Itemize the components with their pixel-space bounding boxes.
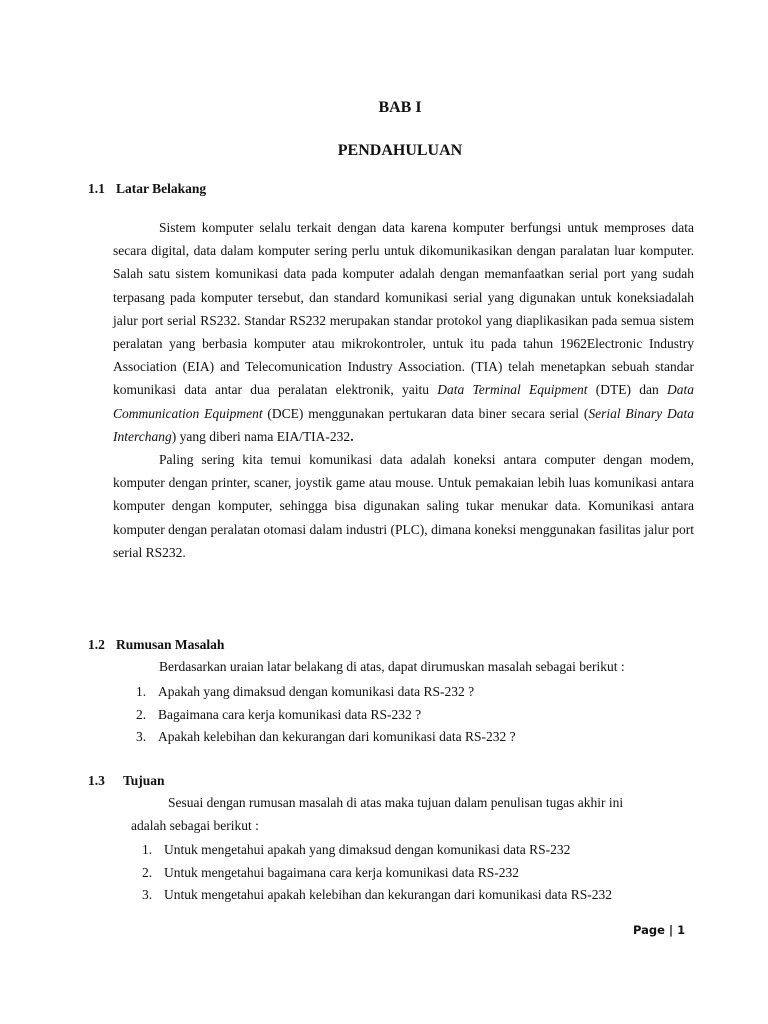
list-rumusan (136, 681, 516, 749)
list-item: 2. Bagaimana cara kerja komunikasi data RS-232 ? (136, 706, 422, 722)
paragraph-1: Sistem komputer selalu terkait dengan data karena komputer berfungsi untuk memproses data secara digital, data dalam komputer sering perlu untuk dikomunikasikan dengan paralatan luar komputer. Salah satu sistem komunikasi data pada komputer adalah dengan memanfaatkan serial port yang sudah terpasang pada komputer tersebut, dan standard komunikasi serial yang digunakan untuk koneksiadalah jalur port serial RS232. Standar RS232 merupakan standar protokol yang diaplikasikan pada semua sistem peralatan yang berbasia komputer atau mikrokontroler, untuk itu pada tahun 1962Electronic Industry Association (EIA) and Telecomunication Industry Association. (TIA) telah menetapkan sebuah standar komunikasi data antar dua peralatan elektronik, yaitu Data Terminal Equipment (DTE) dan Data Communication Equipment (DCE) menggunakan pertukaran data biner secara serial (Serial Binary Data Interchang) yang diberi nama EIA/TIA-232. (113, 220, 694, 444)
section-number: 1.3 (88, 773, 105, 788)
section-intro-tujuan: Sesuai dengan rumusan masalah di atas maka tujuan dalam penulisan tugas akhir ini (168, 795, 624, 810)
page-number-footer: Page | 1 (633, 923, 686, 937)
list-item: 3. Apakah kelebihan dan kekurangan dari komunikasi data RS-232 ? (136, 729, 516, 745)
section-intro-rumusan: Berdasarkan uraian latar belakang di atas, dapat dirumuskan masalah sebagai berikut : (159, 659, 625, 674)
section-number: 1.2 (88, 637, 105, 652)
list-item: 1. Untuk mengetahui apakah yang dimaksud dengan komunikasi data RS-232 (142, 842, 571, 857)
section-number: 1.1 (88, 181, 105, 196)
italic-term-dte: Data Terminal Equipment (437, 382, 588, 398)
list-item: 3. Untuk mengetahui apakah kelebihan dan kekurangan dari komunikasi data RS-232 (142, 887, 612, 903)
list-tujuan (142, 839, 612, 907)
chapter-title: PENDAHULUAN (337, 142, 463, 159)
chapter-label: BAB I (378, 99, 422, 116)
list-item: 2. Untuk mengetahui bagaimana cara kerja komunikasi data RS-232 (142, 864, 520, 880)
section-title: Rumusan Masalah (116, 637, 225, 652)
section-title: Latar Belakang (116, 181, 207, 196)
list-item: 1. Apakah yang dimaksud dengan komunikasi data RS-232 ? (136, 684, 475, 699)
section-intro-tujuan-cont: adalah sebagai berikut : (131, 818, 259, 833)
section-title: Tujuan (123, 773, 165, 788)
section-body-latar-belakang (113, 216, 694, 564)
italic-term-dce: Data Communication Equipment (113, 382, 694, 421)
section-heading-rumusan-masalah (88, 637, 224, 653)
italic-term-sbdi: Serial Binary Data Interchang (113, 405, 694, 444)
paragraph-2: Paling sering kita temui komunikasi data adalah koneksi antara computer dengan modem, komputer dengan printer, scaner, joystik game atau mouse. Untuk pemakaian lebih luas komunikasi antara komputer dengan komputer, sehingga bisa digunakan saling tukar menukar data. Komunikasi antara komputer dengan peralatan otomasi dalam industri (PLC), dimana koneksi menggunakan fasilitas jalur port serial RS232. (113, 452, 694, 560)
section-heading-tujuan (88, 773, 165, 789)
section-heading-latar-belakang (88, 181, 206, 197)
